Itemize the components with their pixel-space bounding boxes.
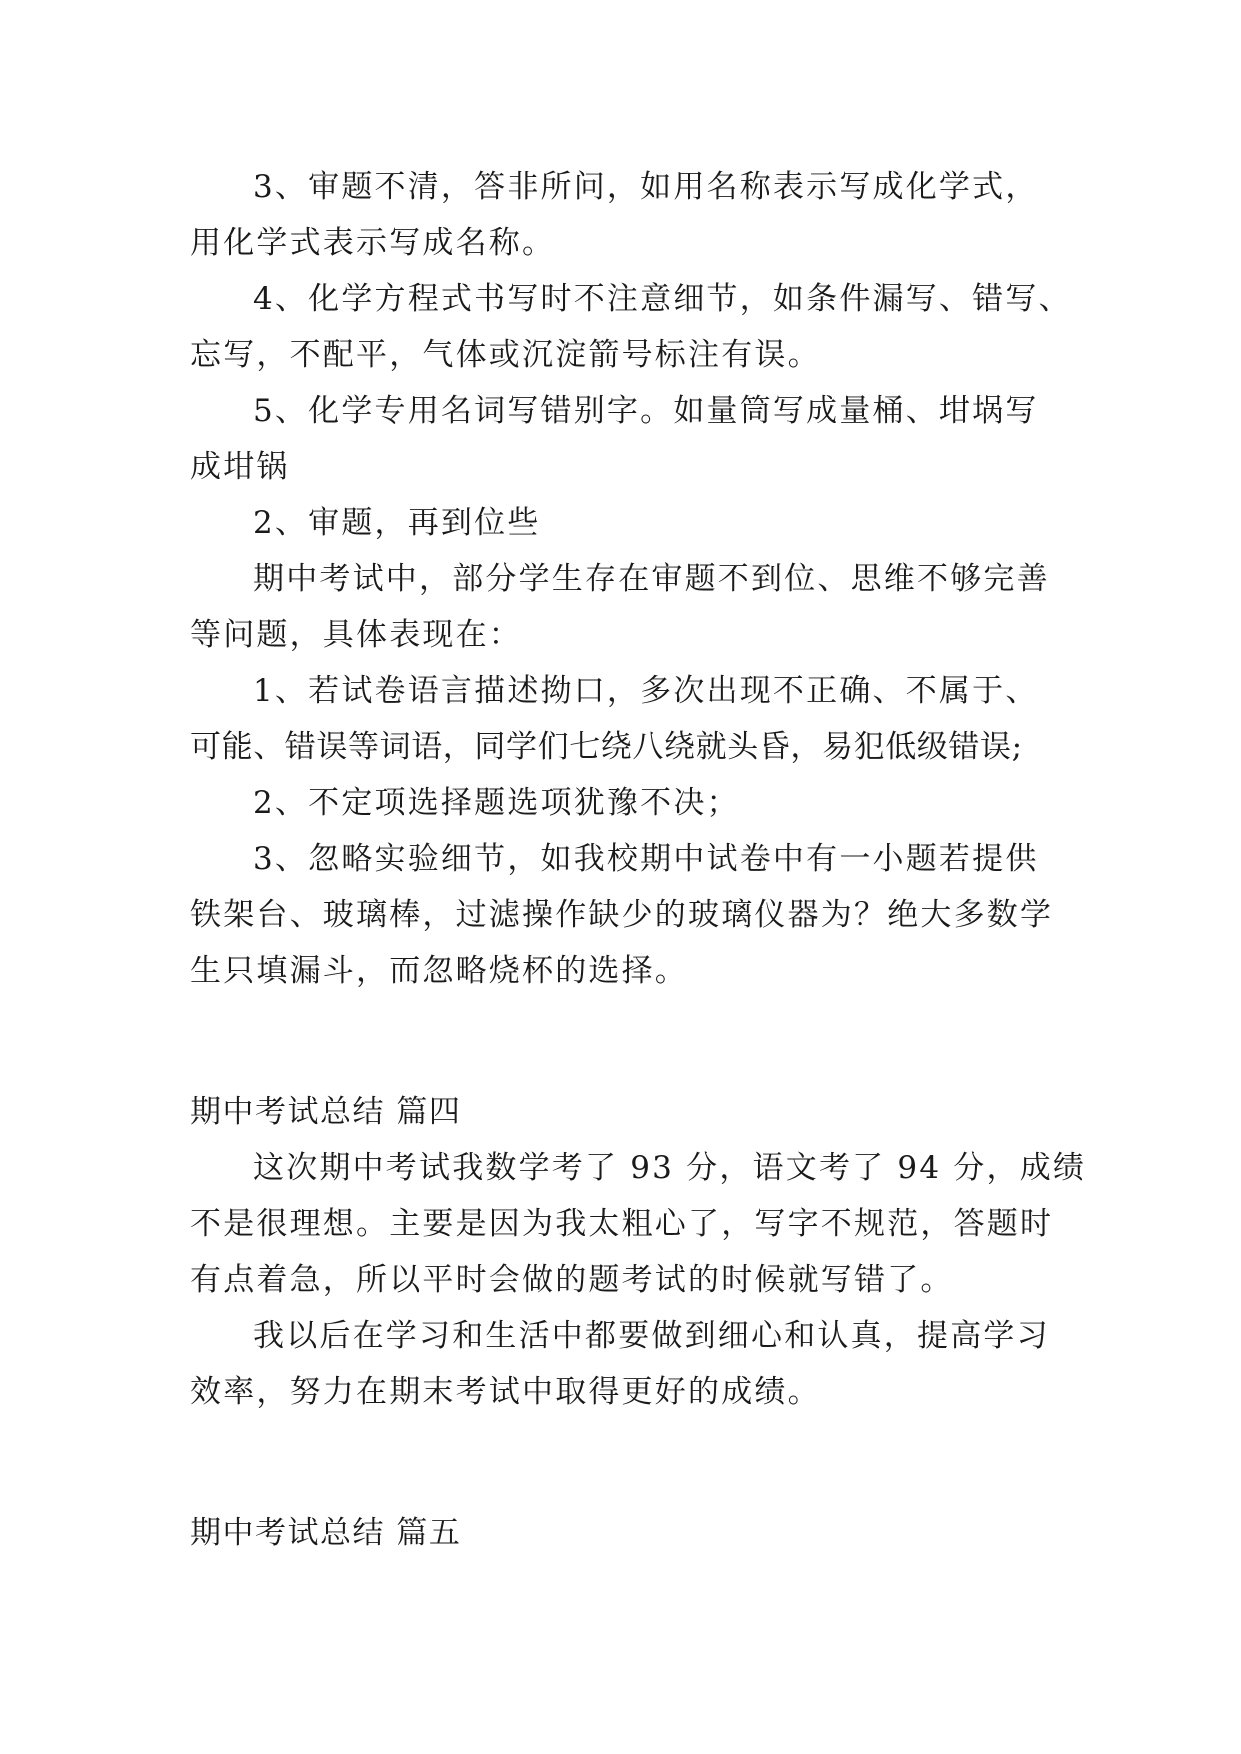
item3-line2: 用化学式表示写成名称。 bbox=[190, 225, 556, 261]
intro-line2: 等问题，具体表现在： bbox=[190, 617, 522, 653]
s4-para2-line1: 我以后在学习和生活中都要做到细心和认真，提高学习 bbox=[253, 1318, 1050, 1354]
item5-line2: 成坩锅 bbox=[190, 449, 290, 485]
point1-line1: 1、若试卷语言描述拗口，多次出现不正确、不属于、 bbox=[253, 673, 1039, 709]
item3-line1: 3、审题不清，答非所问，如用名称表示写成化学式， bbox=[253, 169, 1039, 205]
point2-line1: 2、不定项选择题选项犹豫不决； bbox=[253, 785, 740, 821]
s4-para1-line2: 不是很理想。主要是因为我太粗心了，写字不规范，答题时 bbox=[190, 1206, 1054, 1242]
point3-line3: 生只填漏斗，而忽略烧杯的选择。 bbox=[190, 953, 688, 989]
item4-line1: 4、化学方程式书写时不注意细节，如条件漏写、错写、 bbox=[253, 281, 1072, 317]
item4-line2: 忘写，不配平，气体或沉淀箭号标注有误。 bbox=[190, 337, 821, 373]
point1-line2: 可能、错误等词语，同学们七绕八绕就头昏，易犯低级错误; bbox=[190, 729, 1023, 765]
item5-line1: 5、化学专用名词写错别字。如量筒写成量桶、坩埚写 bbox=[253, 393, 1039, 429]
s4-para2-line2: 效率，努力在期末考试中取得更好的成绩。 bbox=[190, 1374, 821, 1410]
point3-line2: 铁架台、玻璃棒，过滤操作缺少的玻璃仪器为？绝大多数学 bbox=[190, 897, 1054, 933]
s4-para1-line1: 这次期中考试我数学考了 93 分，语文考了 94 分，成绩 bbox=[253, 1150, 1087, 1186]
section-four-title: 期中考试总结 篇四 bbox=[190, 1094, 462, 1130]
point3-line1: 3、忽略实验细节，如我校期中试卷中有一小题若提供 bbox=[253, 841, 1039, 877]
s4-para1-line3: 有点着急，所以平时会做的题考试的时候就写错了。 bbox=[190, 1262, 954, 1298]
sub-heading: 2、审题，再到位些 bbox=[253, 505, 541, 541]
section-five-title: 期中考试总结 篇五 bbox=[190, 1515, 462, 1551]
intro-line1: 期中考试中，部分学生存在审题不到位、思维不够完善 bbox=[253, 561, 1050, 597]
